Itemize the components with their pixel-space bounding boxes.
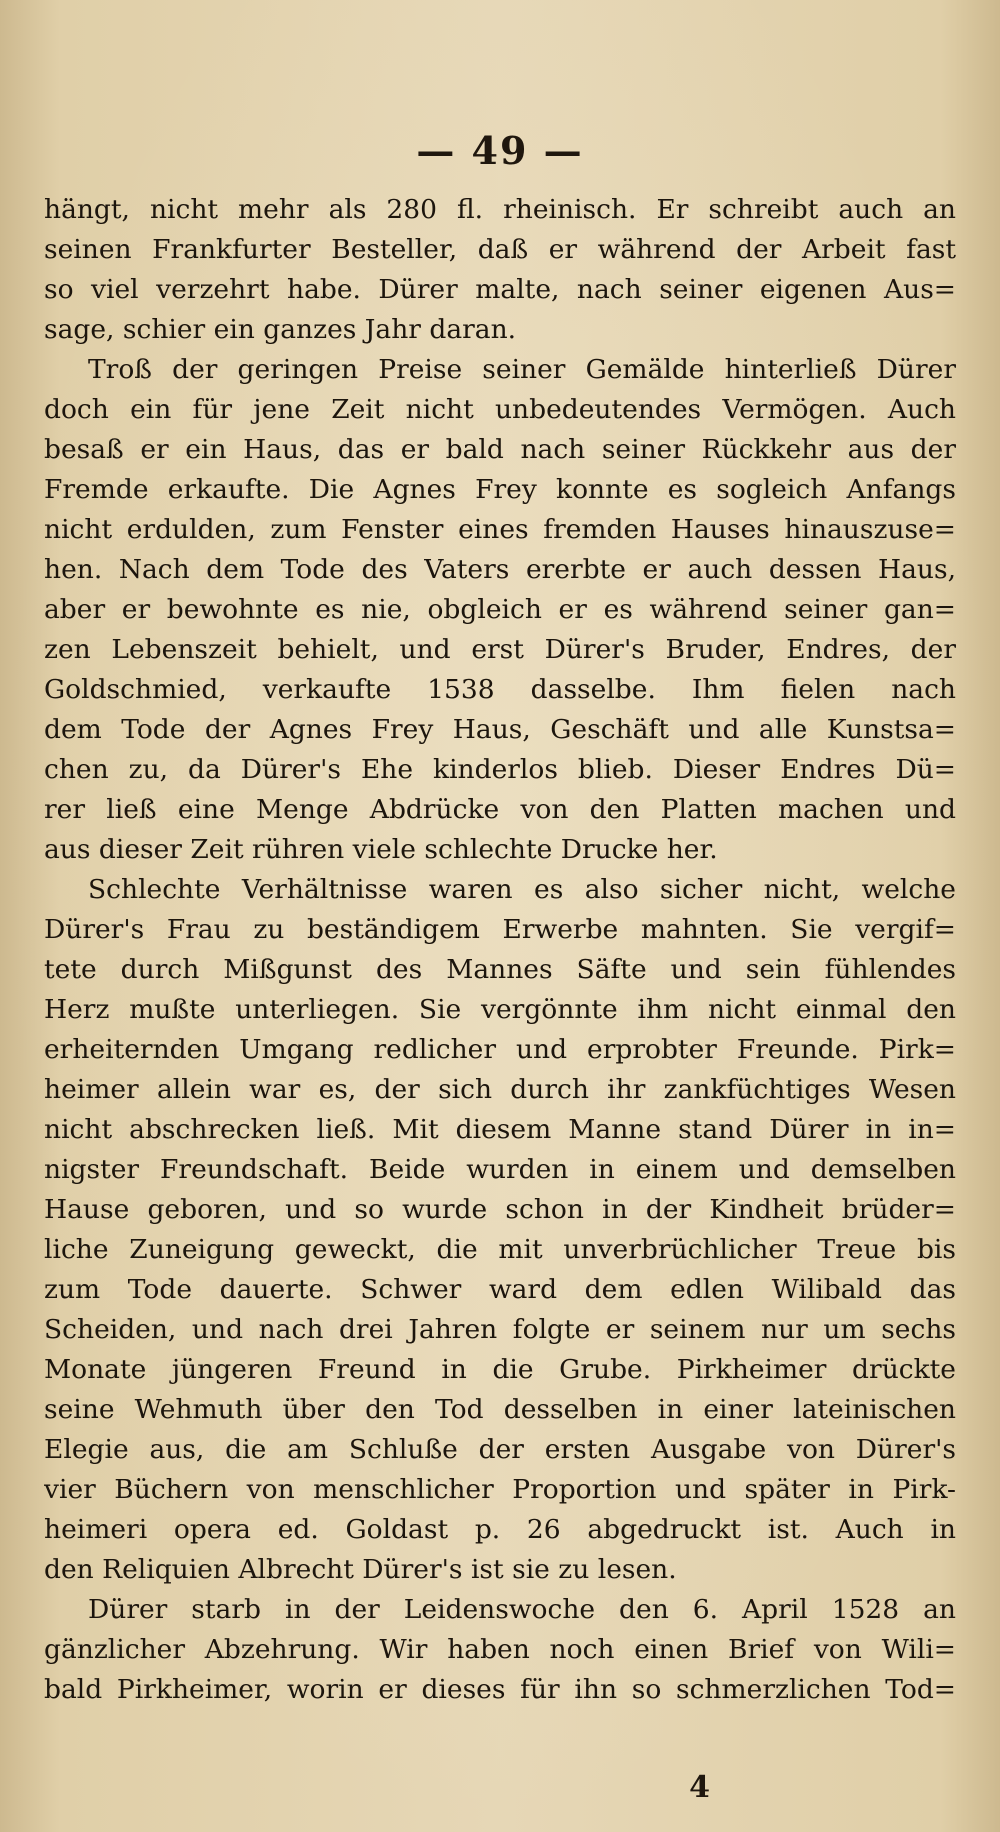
text-line: zen Lebenszeit behielt, und erst Dürer's Bruder, Endres, der bbox=[44, 634, 956, 665]
text-line: Elegie aus, die am Schluße der ersten Ausgabe von Dürer's bbox=[44, 1434, 956, 1465]
text-line: Hause geboren, und so wurde schon in der Kindheit brüder= bbox=[44, 1194, 956, 1225]
text-line: Dürer's Frau zu beständigem Erwerbe mahnten. Sie vergif= bbox=[44, 914, 956, 945]
text-line: chen zu, da Dürer's Ehe kinderlos blieb. Dieser Endres Dü= bbox=[44, 754, 956, 785]
text-line: Goldschmied, verkaufte 1538 dasselbe. Ihm fielen nach bbox=[44, 674, 956, 705]
signature-mark: 4 bbox=[689, 1770, 710, 1805]
text-line: tete durch Mißgunst des Mannes Säfte und sein fühlendes bbox=[44, 954, 956, 985]
text-line: dem Tode der Agnes Frey Haus, Geschäft und alle Kunstsa= bbox=[44, 714, 956, 745]
text-line: nigster Freundschaft. Beide wurden in einem und demselben bbox=[44, 1154, 956, 1185]
text-line: hängt, nicht mehr als 280 fl. rheinisch. Er schreibt auch an bbox=[44, 194, 956, 225]
text-line: heimeri opera ed. Goldast p. 26 abgedruckt ist. Auch in bbox=[44, 1514, 956, 1545]
text-line: Scheiden, und nach drei Jahren folgte er seinem nur um sechs bbox=[44, 1314, 956, 1345]
text-line: Herz mußte unterliegen. Sie vergönnte ihm nicht einmal den bbox=[44, 994, 956, 1025]
text-line: den Reliquien Albrecht Dürer's ist sie zu lesen. bbox=[44, 1554, 677, 1585]
text-line: seinen Frankfurter Besteller, daß er während der Arbeit fast bbox=[44, 234, 956, 265]
text-line: aus dieser Zeit rühren viele schlechte Drucke her. bbox=[44, 834, 718, 865]
text-line: gänzlicher Abzehrung. Wir haben noch einen Brief von Wili= bbox=[44, 1634, 956, 1665]
text-line: Dürer starb in der Leidenswoche den 6. April 1528 an bbox=[88, 1594, 956, 1625]
text-line: seine Wehmuth über den Tod desselben in einer lateinischen bbox=[44, 1394, 956, 1425]
text-line: erheiternden Umgang redlicher und erprobter Freunde. Pirk= bbox=[44, 1034, 956, 1065]
text-line: so viel verzehrt habe. Dürer malte, nach seiner eigenen Aus= bbox=[44, 274, 956, 305]
text-line: sage, schier ein ganzes Jahr daran. bbox=[44, 314, 517, 345]
text-line: vier Büchern von menschlicher Proportion und später in Pirk- bbox=[44, 1474, 956, 1505]
text-line: zum Tode dauerte. Schwer ward dem edlen Wilibald das bbox=[44, 1274, 956, 1305]
body-text bbox=[44, 190, 956, 1710]
text-line: doch ein für jene Zeit nicht unbedeutendes Vermögen. Auch bbox=[44, 394, 956, 425]
text-line: liche Zuneigung geweckt, die mit unverbrüchlicher Treue bis bbox=[44, 1234, 956, 1265]
text-line: heimer allein war es, der sich durch ihr zankfüchtiges Wesen bbox=[44, 1074, 956, 1105]
page-number-header: — 49 — bbox=[416, 128, 584, 173]
text-line: besaß er ein Haus, das er bald nach seiner Rückkehr aus der bbox=[44, 434, 956, 465]
text-line: Fremde erkaufte. Die Agnes Frey konnte es sogleich Anfangs bbox=[44, 474, 956, 505]
text-line: rer ließ eine Menge Abdrücke von den Platten machen und bbox=[44, 794, 956, 825]
text-line: Monate jüngeren Freund in die Grube. Pirkheimer drückte bbox=[44, 1354, 956, 1385]
text-line: nicht abschrecken ließ. Mit diesem Manne stand Dürer in in= bbox=[44, 1114, 956, 1145]
text-line: Troß der geringen Preise seiner Gemälde hinterließ Dürer bbox=[88, 354, 956, 385]
text-line: bald Pirkheimer, worin er dieses für ihn so schmerzlichen Tod= bbox=[44, 1674, 956, 1705]
text-line: nicht erdulden, zum Fenster eines fremden Hauses hinauszuse= bbox=[44, 514, 956, 545]
text-line: aber er bewohnte es nie, obgleich er es während seiner gan= bbox=[44, 594, 956, 625]
text-line: Schlechte Verhältnisse waren es also sicher nicht, welche bbox=[88, 874, 956, 905]
text-line: hen. Nach dem Tode des Vaters ererbte er auch dessen Haus, bbox=[44, 554, 956, 585]
